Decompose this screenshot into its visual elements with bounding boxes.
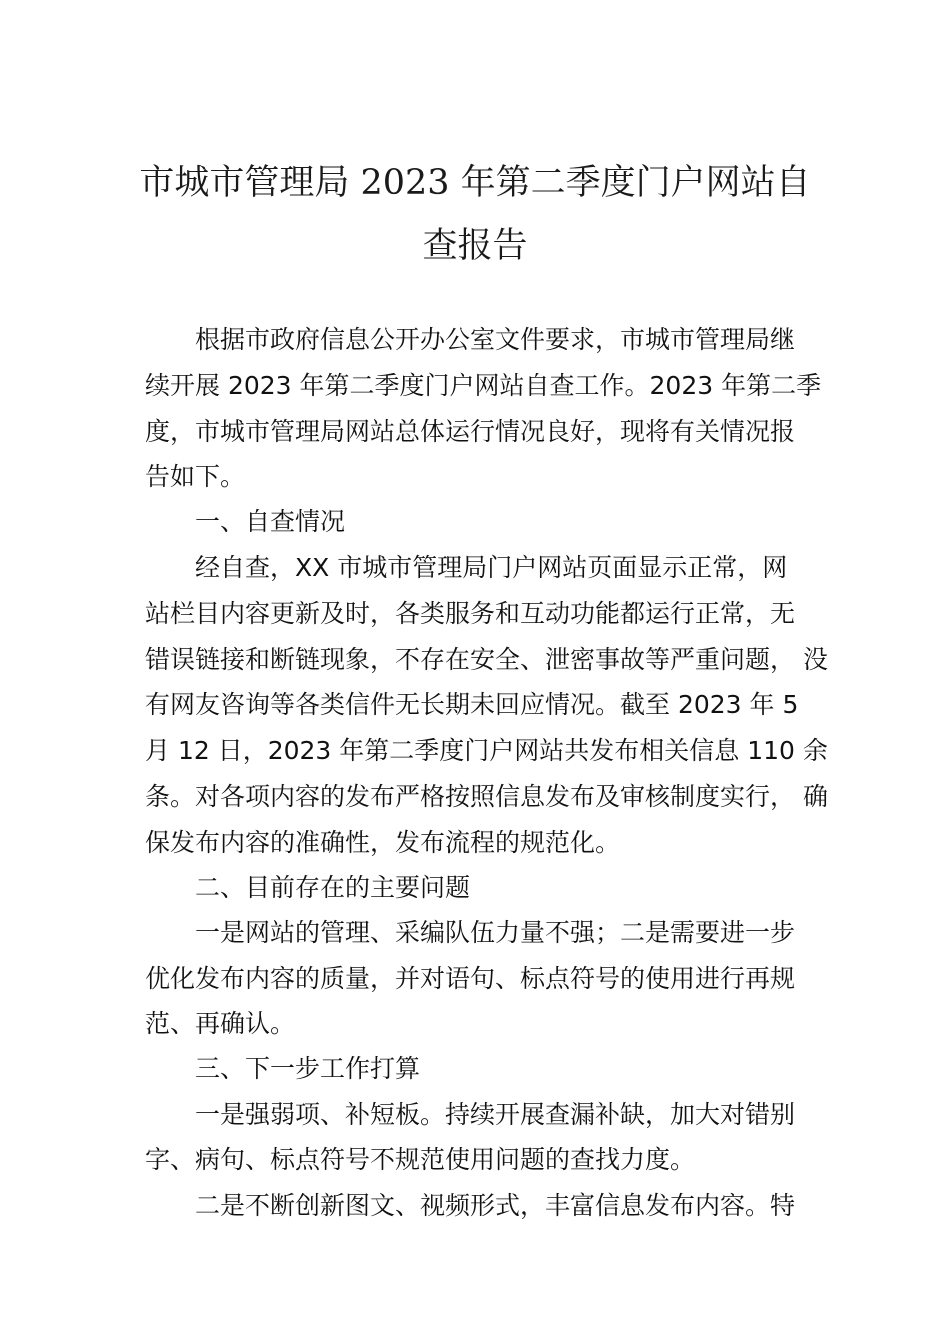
paragraph-line: 一是网站的管理、采编队伍力量不强；二是需要进一步 [195, 918, 796, 947]
section-heading: 三、下一步工作打算 [195, 1054, 421, 1083]
paragraph-line: 保发布内容的准确性，发布流程的规范化。 [145, 828, 621, 857]
document-title-line-1: 市城市管理局 2023 年第二季度门户网站自 [139, 163, 811, 203]
paragraph-line: 字、病句、标点符号不规范使用问题的查找力度。 [145, 1145, 696, 1174]
paragraph-line: 优化发布内容的质量，并对语句、标点符号的使用进行再规 [145, 964, 796, 993]
paragraph-line: 续开展 2023 年第二季度门户网站自查工作。2023 年第二季 [145, 371, 822, 400]
paragraph-line: 范、再确认。 [145, 1009, 296, 1038]
section-heading: 一、自查情况 [195, 507, 346, 536]
paragraph-line: 二是不断创新图文、视频形式，丰富信息发布内容。特 [195, 1191, 796, 1220]
paragraph-line: 错误链接和断链现象，不存在安全、泄密事故等严重问题， 没 [145, 645, 828, 674]
paragraph-line: 站栏目内容更新及时，各类服务和互动功能都运行正常，无 [145, 599, 796, 628]
paragraph-line: 有网友咨询等各类信件无长期未回应情况。截至 2023 年 5 [145, 690, 799, 719]
paragraph-line: 度，市城市管理局网站总体运行情况良好，现将有关情况报 [145, 417, 796, 446]
paragraph-line: 根据市政府信息公开办公室文件要求，市城市管理局继 [195, 325, 796, 354]
paragraph-line: 月 12 日，2023 年第二季度门户网站共发布相关信息 110 余 [145, 736, 828, 765]
paragraph-line: 经自查，XX 市城市管理局门户网站页面显示正常，网 [195, 553, 788, 582]
paragraph-line: 一是强弱项、补短板。持续开展查漏补缺，加大对错别 [195, 1100, 796, 1129]
paragraph-line: 告如下。 [145, 462, 246, 491]
paragraph-line: 条。对各项内容的发布严格按照信息发布及审核制度实行， 确 [145, 782, 828, 811]
document-title-line-2: 查报告 [422, 226, 528, 266]
section-heading: 二、目前存在的主要问题 [195, 873, 471, 902]
